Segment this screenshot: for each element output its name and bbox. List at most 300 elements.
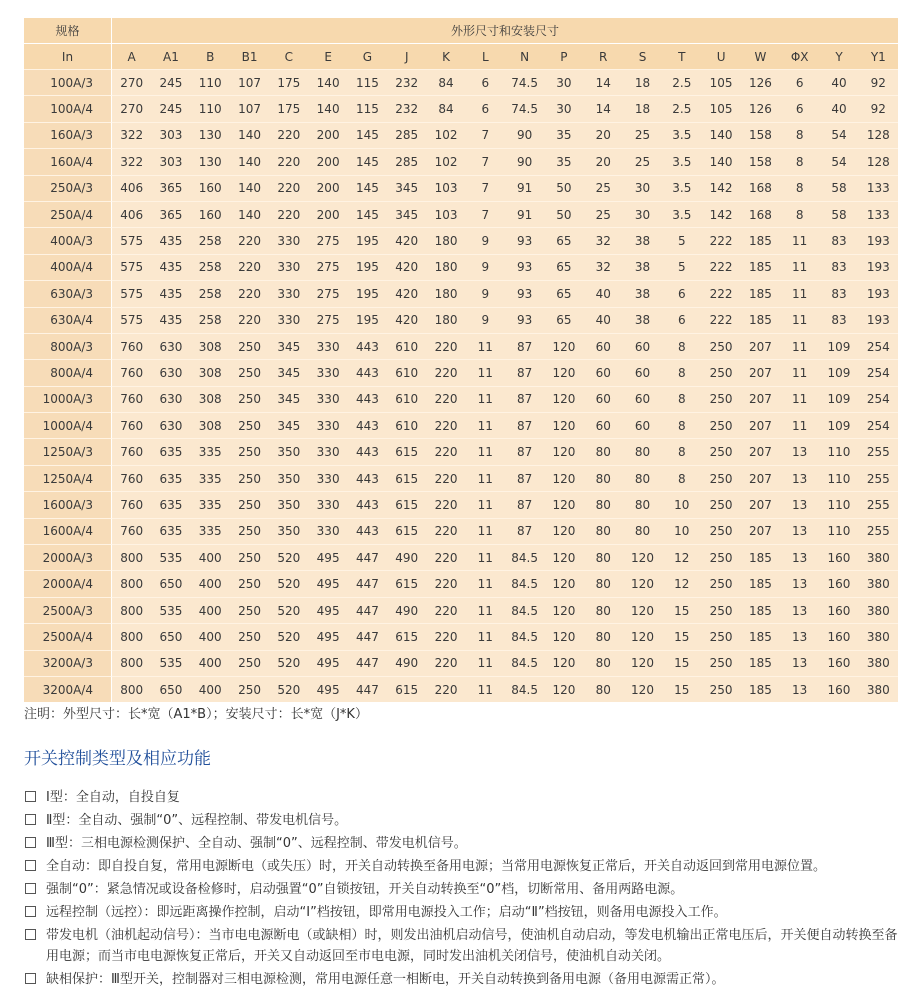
table-cell: 345: [269, 412, 308, 438]
table-cell: 250: [230, 597, 269, 623]
table-cell: 760: [112, 465, 151, 491]
table-cell: 495: [308, 570, 347, 596]
table-cell: 207: [741, 359, 780, 385]
table-cell: 185: [741, 227, 780, 253]
table-cell: 435: [151, 227, 190, 253]
table-cell: 90: [505, 148, 544, 174]
table-cell: 250: [230, 518, 269, 544]
table-cell: 6: [780, 69, 819, 95]
column-header: Y: [819, 44, 858, 69]
table-cell: 40: [584, 307, 623, 333]
table-cell: 270: [112, 69, 151, 95]
table-cell: 80: [584, 676, 623, 702]
table-cell: 140: [230, 148, 269, 174]
table-cell: 84.5: [505, 597, 544, 623]
table-cell: 420: [387, 227, 426, 253]
table-cell: 140: [230, 122, 269, 148]
table-cell: 120: [623, 650, 662, 676]
table-cell: 520: [269, 676, 308, 702]
table-cell: 250: [701, 465, 740, 491]
table-cell: 447: [348, 597, 387, 623]
table-cell: 185: [741, 570, 780, 596]
table-cell: 80: [584, 597, 623, 623]
table-cell: 60: [584, 333, 623, 359]
table-cell: 207: [741, 438, 780, 464]
table-cell: 145: [348, 148, 387, 174]
table-cell: 435: [151, 254, 190, 280]
row-label: 3200A/3: [24, 650, 112, 676]
table-cell: 11: [466, 570, 505, 596]
table-cell: 14: [584, 95, 623, 121]
column-header: U: [701, 44, 740, 69]
table-cell: 3.5: [662, 201, 701, 227]
table-cell: 490: [387, 597, 426, 623]
table-cell: 11: [780, 412, 819, 438]
table-cell: 120: [544, 465, 583, 491]
table-cell: 520: [269, 650, 308, 676]
table-row: [24, 95, 898, 121]
table-cell: 760: [112, 518, 151, 544]
table-cell: 105: [701, 95, 740, 121]
row-label: 400A/3: [24, 227, 112, 253]
table-cell: 610: [387, 412, 426, 438]
table-cell: 13: [780, 438, 819, 464]
table-cell: 650: [151, 570, 190, 596]
row-label: 630A/3: [24, 280, 112, 306]
table-cell: 193: [859, 280, 898, 306]
table-cell: 207: [741, 412, 780, 438]
table-cell: 193: [859, 254, 898, 280]
table-cell: 65: [544, 280, 583, 306]
table-cell: 330: [308, 412, 347, 438]
row-label: 400A/4: [24, 254, 112, 280]
table-cell: 400: [191, 597, 230, 623]
table-cell: 87: [505, 465, 544, 491]
table-cell: 275: [308, 254, 347, 280]
table-cell: 255: [859, 465, 898, 491]
table-cell: 255: [859, 518, 898, 544]
table-cell: 650: [151, 676, 190, 702]
table-cell: 40: [584, 280, 623, 306]
table-cell: 25: [623, 122, 662, 148]
table-cell: 495: [308, 544, 347, 570]
table-cell: 610: [387, 333, 426, 359]
table-cell: 11: [466, 491, 505, 517]
table-cell: 406: [112, 175, 151, 201]
feature-list: [24, 787, 904, 992]
table-cell: 195: [348, 254, 387, 280]
table-cell: 322: [112, 148, 151, 174]
table-cell: 330: [308, 333, 347, 359]
table-cell: 10: [662, 518, 701, 544]
table-row: [24, 412, 898, 438]
table-cell: 54: [819, 148, 858, 174]
table-cell: 93: [505, 254, 544, 280]
table-cell: 50: [544, 201, 583, 227]
table-cell: 350: [269, 465, 308, 491]
row-label: 250A/4: [24, 201, 112, 227]
row-label: 2000A/3: [24, 544, 112, 570]
table-cell: 495: [308, 597, 347, 623]
table-row: [24, 544, 898, 570]
dimension-table: [24, 18, 898, 702]
table-row: [24, 465, 898, 491]
table-cell: 30: [544, 95, 583, 121]
table-cell: 220: [426, 650, 465, 676]
row-label: 160A/3: [24, 122, 112, 148]
table-cell: 160: [819, 570, 858, 596]
row-label: 100A/4: [24, 95, 112, 121]
table-cell: 87: [505, 491, 544, 517]
table-cell: 400: [191, 544, 230, 570]
table-cell: 110: [819, 491, 858, 517]
table-cell: 630: [151, 359, 190, 385]
table-cell: 91: [505, 201, 544, 227]
table-cell: 180: [426, 227, 465, 253]
table-cell: 60: [584, 359, 623, 385]
table-cell: 760: [112, 491, 151, 517]
table-cell: 8: [662, 359, 701, 385]
table-cell: 185: [741, 597, 780, 623]
table-cell: 30: [623, 201, 662, 227]
table-cell: 13: [780, 518, 819, 544]
table-cell: 80: [623, 438, 662, 464]
table-cell: 232: [387, 95, 426, 121]
feature-text: Ⅰ型：全自动，自投自复: [46, 790, 180, 805]
table-cell: 65: [544, 254, 583, 280]
table-cell: 220: [426, 676, 465, 702]
table-cell: 443: [348, 333, 387, 359]
table-cell: 8: [780, 175, 819, 201]
column-header: G: [348, 44, 387, 69]
table-cell: 30: [544, 69, 583, 95]
table-cell: 115: [348, 95, 387, 121]
table-cell: 13: [780, 597, 819, 623]
table-cell: 435: [151, 280, 190, 306]
table-cell: 38: [623, 254, 662, 280]
table-cell: 25: [623, 148, 662, 174]
table-cell: 6: [780, 95, 819, 121]
checkbox-icon: [25, 929, 36, 940]
feature-item: [24, 969, 904, 990]
table-cell: 285: [387, 148, 426, 174]
table-cell: 443: [348, 465, 387, 491]
table-cell: 80: [584, 650, 623, 676]
table-cell: 58: [819, 201, 858, 227]
table-cell: 535: [151, 544, 190, 570]
table-cell: 635: [151, 518, 190, 544]
column-header: B1: [230, 44, 269, 69]
column-header: S: [623, 44, 662, 69]
column-header: T: [662, 44, 701, 69]
table-cell: 400: [191, 650, 230, 676]
table-cell: 6: [662, 280, 701, 306]
table-cell: 330: [269, 254, 308, 280]
table-cell: 175: [269, 95, 308, 121]
table-cell: 11: [466, 544, 505, 570]
table-cell: 220: [426, 623, 465, 649]
table-cell: 207: [741, 491, 780, 517]
table-cell: 90: [505, 122, 544, 148]
table-cell: 635: [151, 491, 190, 517]
table-cell: 330: [308, 438, 347, 464]
table-cell: 250: [701, 518, 740, 544]
table-cell: 32: [584, 227, 623, 253]
table-cell: 60: [623, 412, 662, 438]
table-cell: 84.5: [505, 623, 544, 649]
table-cell: 520: [269, 623, 308, 649]
table-cell: 11: [466, 465, 505, 491]
table-cell: 350: [269, 438, 308, 464]
table-cell: 128: [859, 148, 898, 174]
row-label: 1600A/4: [24, 518, 112, 544]
table-cell: 220: [230, 280, 269, 306]
table-cell: 275: [308, 280, 347, 306]
table-cell: 520: [269, 544, 308, 570]
checkbox-icon: [25, 791, 36, 802]
table-cell: 250: [701, 676, 740, 702]
table-cell: 800: [112, 597, 151, 623]
column-header: K: [426, 44, 465, 69]
table-cell: 365: [151, 201, 190, 227]
table-row: [24, 438, 898, 464]
table-cell: 303: [151, 148, 190, 174]
table-cell: 220: [269, 175, 308, 201]
table-cell: 180: [426, 254, 465, 280]
table-cell: 8: [662, 333, 701, 359]
table-cell: 760: [112, 438, 151, 464]
row-label: 2500A/4: [24, 623, 112, 649]
table-cell: 35: [544, 148, 583, 174]
table-cell: 7: [466, 201, 505, 227]
table-cell: 65: [544, 307, 583, 333]
table-cell: 38: [623, 280, 662, 306]
table-cell: 250: [230, 570, 269, 596]
table-cell: 120: [544, 597, 583, 623]
table-row: [24, 623, 898, 649]
table-cell: 13: [780, 676, 819, 702]
table-cell: 58: [819, 175, 858, 201]
table-cell: 142: [701, 201, 740, 227]
table-cell: 760: [112, 386, 151, 412]
table-cell: 760: [112, 359, 151, 385]
table-cell: 158: [741, 148, 780, 174]
table-cell: 254: [859, 412, 898, 438]
table-cell: 760: [112, 333, 151, 359]
table-cell: 270: [112, 95, 151, 121]
table-row: [24, 280, 898, 306]
table-cell: 120: [544, 623, 583, 649]
table-cell: 443: [348, 438, 387, 464]
table-cell: 308: [191, 412, 230, 438]
table-cell: 110: [819, 518, 858, 544]
table-cell: 200: [308, 175, 347, 201]
table-cell: 490: [387, 544, 426, 570]
table-cell: 50: [544, 175, 583, 201]
table-cell: 13: [780, 650, 819, 676]
table-cell: 142: [701, 175, 740, 201]
table-cell: 87: [505, 412, 544, 438]
table-cell: 447: [348, 544, 387, 570]
table-cell: 11: [466, 386, 505, 412]
table-cell: 8: [662, 412, 701, 438]
column-header: A: [112, 44, 151, 69]
table-cell: 250: [230, 359, 269, 385]
table-cell: 9: [466, 227, 505, 253]
table-cell: 158: [741, 122, 780, 148]
table-cell: 120: [544, 518, 583, 544]
table-row: [24, 333, 898, 359]
table-cell: 195: [348, 280, 387, 306]
table-cell: 12: [662, 544, 701, 570]
table-cell: 800: [112, 623, 151, 649]
table-cell: 3.5: [662, 175, 701, 201]
table-cell: 11: [466, 438, 505, 464]
table-cell: 195: [348, 227, 387, 253]
table-cell: 35: [544, 122, 583, 148]
table-cell: 254: [859, 359, 898, 385]
checkbox-icon: [25, 837, 36, 848]
table-cell: 145: [348, 201, 387, 227]
column-header-row: [24, 44, 898, 69]
table-row: [24, 69, 898, 95]
table-cell: 250: [230, 412, 269, 438]
table-cell: 635: [151, 438, 190, 464]
table-cell: 250: [701, 623, 740, 649]
table-cell: 9: [466, 280, 505, 306]
table-cell: 84.5: [505, 570, 544, 596]
table-cell: 120: [544, 650, 583, 676]
table-cell: 222: [701, 307, 740, 333]
feature-text: 带发电机（油机起动信号）：当市电电源断电（或缺相）时，则发出油机启动信号，使油机自动启动，等发电机输出正常电压后，开关便自动转换至备用电源；而当市电电源恢复正常后，开关又自动返回至市电电源，同时发出油机关闭信号，使油机自动关闭。: [46, 928, 898, 964]
table-cell: 140: [701, 148, 740, 174]
table-cell: 120: [544, 544, 583, 570]
table-cell: 38: [623, 307, 662, 333]
table-cell: 140: [308, 95, 347, 121]
table-cell: 800: [112, 570, 151, 596]
table-cell: 80: [584, 438, 623, 464]
row-label: 2000A/4: [24, 570, 112, 596]
table-cell: 15: [662, 623, 701, 649]
table-cell: 575: [112, 254, 151, 280]
table-cell: 120: [544, 438, 583, 464]
table-cell: 133: [859, 175, 898, 201]
table-cell: 25: [584, 201, 623, 227]
table-cell: 200: [308, 122, 347, 148]
table-cell: 330: [308, 359, 347, 385]
table-cell: 20: [584, 122, 623, 148]
table-cell: 250: [230, 623, 269, 649]
table-cell: 15: [662, 650, 701, 676]
table-cell: 7: [466, 122, 505, 148]
table-cell: 250: [230, 676, 269, 702]
table-cell: 107: [230, 69, 269, 95]
table-row: [24, 175, 898, 201]
table-cell: 615: [387, 570, 426, 596]
table-cell: 245: [151, 95, 190, 121]
table-cell: 380: [859, 623, 898, 649]
table-cell: 800: [112, 676, 151, 702]
table-cell: 220: [426, 570, 465, 596]
table-cell: 193: [859, 227, 898, 253]
table-cell: 420: [387, 254, 426, 280]
table-cell: 120: [623, 570, 662, 596]
table-cell: 207: [741, 518, 780, 544]
table-cell: 11: [466, 359, 505, 385]
table-cell: 25: [584, 175, 623, 201]
table-cell: 220: [426, 544, 465, 570]
table-cell: 330: [269, 307, 308, 333]
table-cell: 610: [387, 386, 426, 412]
table-cell: 11: [780, 307, 819, 333]
table-cell: 80: [584, 465, 623, 491]
table-cell: 140: [230, 175, 269, 201]
table-cell: 80: [584, 518, 623, 544]
table-cell: 18: [623, 69, 662, 95]
row-label: 160A/4: [24, 148, 112, 174]
table-cell: 8: [662, 386, 701, 412]
row-label: 100A/3: [24, 69, 112, 95]
table-cell: 535: [151, 650, 190, 676]
table-cell: 120: [544, 491, 583, 517]
table-cell: 9: [466, 307, 505, 333]
table-cell: 13: [780, 491, 819, 517]
feature-item: [24, 902, 904, 923]
table-row: [24, 597, 898, 623]
table-cell: 11: [466, 518, 505, 544]
table-cell: 103: [426, 201, 465, 227]
table-cell: 120: [544, 412, 583, 438]
table-cell: 5: [662, 254, 701, 280]
feature-text: Ⅱ型：全自动、强制“0”、远程控制、带发电机信号。: [46, 813, 348, 828]
table-cell: 160: [819, 544, 858, 570]
table-cell: 435: [151, 307, 190, 333]
table-cell: 109: [819, 359, 858, 385]
table-cell: 245: [151, 69, 190, 95]
table-cell: 575: [112, 307, 151, 333]
row-label: 630A/4: [24, 307, 112, 333]
table-cell: 11: [780, 359, 819, 385]
table-cell: 220: [426, 518, 465, 544]
table-cell: 91: [505, 175, 544, 201]
table-cell: 115: [348, 69, 387, 95]
table-cell: 185: [741, 254, 780, 280]
table-row: [24, 570, 898, 596]
table-cell: 168: [741, 175, 780, 201]
table-cell: 220: [426, 412, 465, 438]
table-cell: 160: [819, 623, 858, 649]
table-cell: 11: [466, 650, 505, 676]
table-cell: 250: [230, 333, 269, 359]
feature-item: [24, 810, 904, 831]
table-cell: 303: [151, 122, 190, 148]
table-cell: 185: [741, 623, 780, 649]
column-header: R: [584, 44, 623, 69]
table-cell: 250: [230, 386, 269, 412]
table-cell: 11: [780, 333, 819, 359]
table-cell: 630: [151, 412, 190, 438]
row-label: 1000A/4: [24, 412, 112, 438]
table-cell: 250: [230, 650, 269, 676]
table-cell: 8: [662, 438, 701, 464]
table-cell: 335: [191, 518, 230, 544]
table-cell: 102: [426, 148, 465, 174]
table-cell: 9: [466, 254, 505, 280]
table-cell: 103: [426, 175, 465, 201]
table-row: [24, 650, 898, 676]
row-label: 1250A/3: [24, 438, 112, 464]
row-label: 800A/3: [24, 333, 112, 359]
